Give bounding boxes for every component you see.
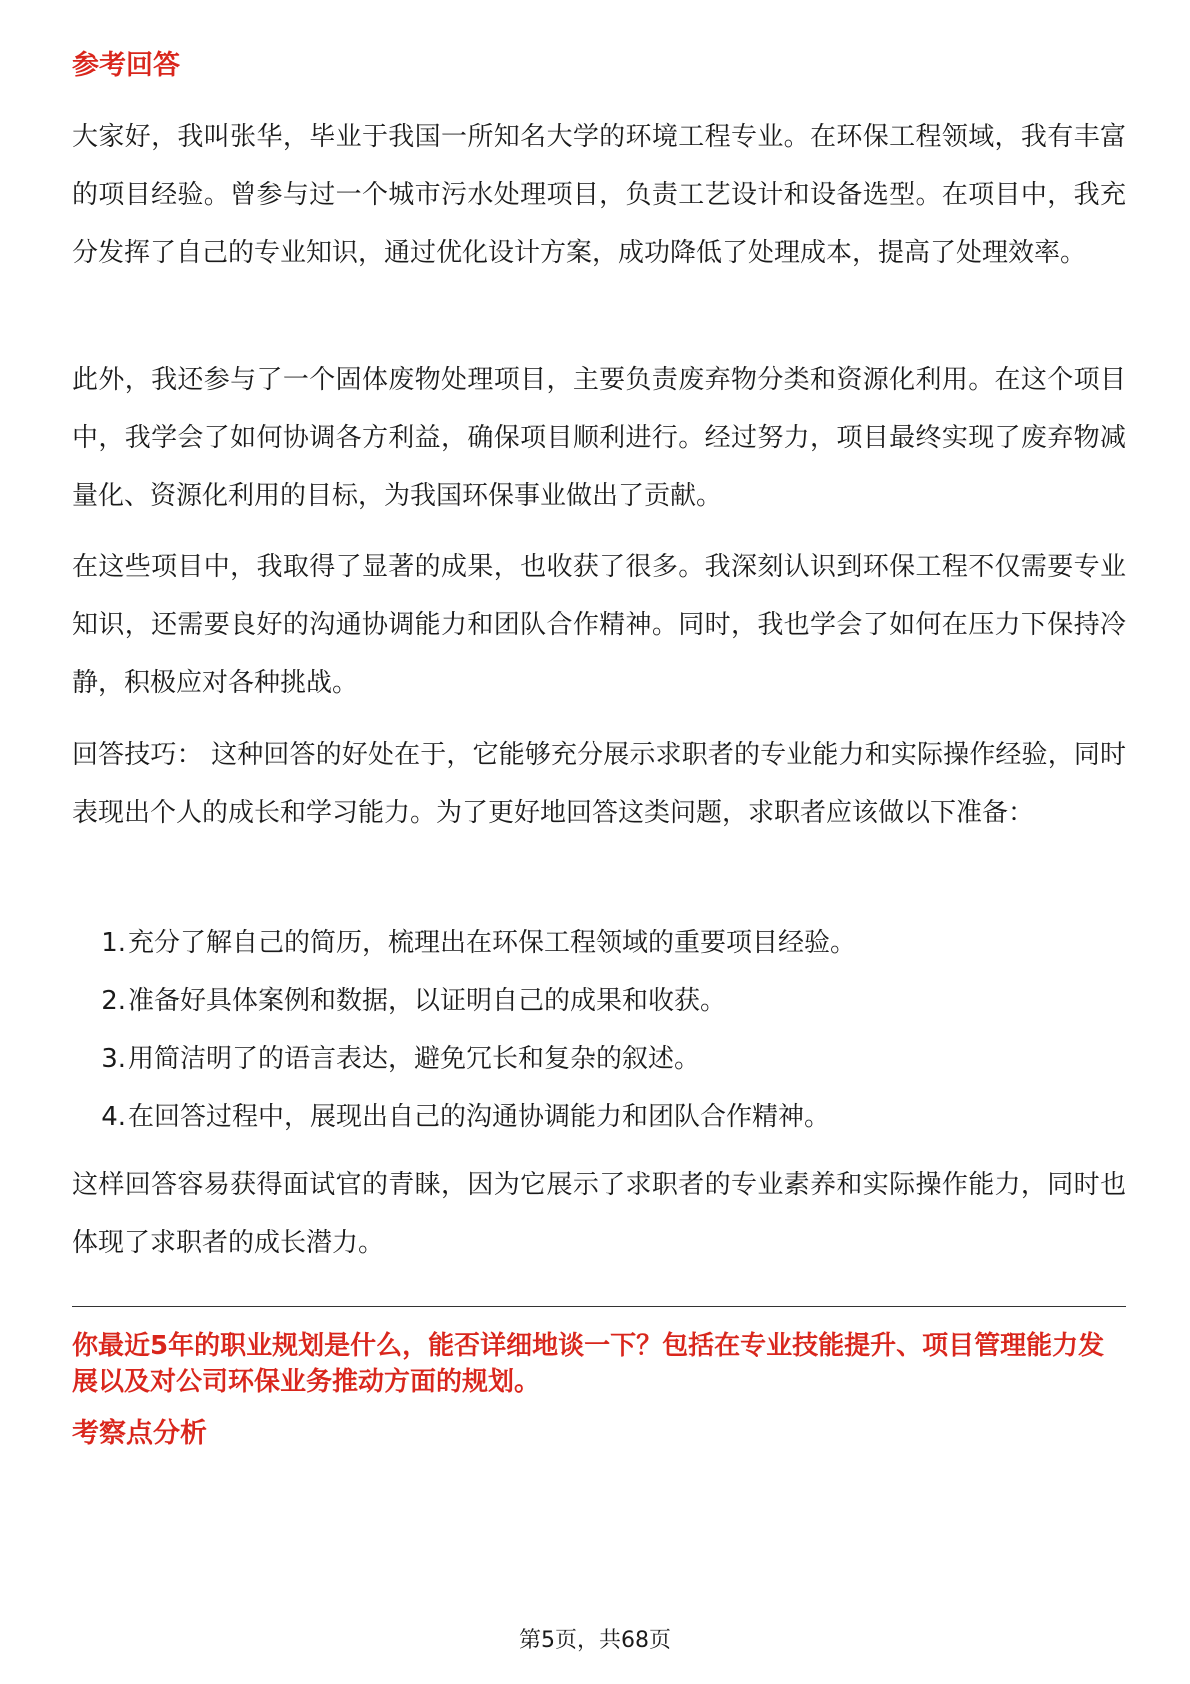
list-number: 3. <box>101 1044 126 1074</box>
answer-conclusion: 这样回答容易获得面试官的青睐，因为它展示了求职者的专业素养和实际操作能力，同时也体现了求职者的成长潜力。 <box>72 1170 1126 1258</box>
list-item <box>72 914 1126 972</box>
page-footer: 第5页，共68页 <box>519 1628 671 1653</box>
reference-answer-heading: 参考回答 <box>72 50 180 81</box>
list-item <box>72 1088 1126 1146</box>
tips-list <box>72 914 1126 1146</box>
list-text: 用简洁明了的语言表达，避免冗长和复杂的叙述。 <box>128 1044 701 1074</box>
list-text: 充分了解自己的简历，梳理出在环保工程领域的重要项目经验。 <box>128 928 857 958</box>
list-number: 1. <box>101 928 126 958</box>
list-text: 在回答过程中，展现出自己的沟通协调能力和团队合作精神。 <box>128 1102 831 1132</box>
answer-tips-intro: 回答技巧： 这种回答的好处在于，它能够充分展示求职者的专业能力和实际操作经验，同时表现出个人的成长和学习能力。为了更好地回答这类问题，求职者应该做以下准备： <box>72 740 1126 828</box>
answer-paragraph-1: 大家好，我叫张华，毕业于我国一所知名大学的环境工程专业。在环保工程领域，我有丰富的项目经验。曾参与过一个城市污水处理项目，负责工艺设计和设备选型。在项目中，我充分发挥了自己的专业知识，通过优化设计方案，成功降低了处理成本，提高了处理效率。 <box>72 122 1126 268</box>
list-number: 2. <box>101 986 126 1016</box>
list-item <box>72 972 1126 1030</box>
list-text: 准备好具体案例和数据，以证明自己的成果和收获。 <box>128 986 727 1016</box>
answer-paragraph-2: 此外，我还参与了一个固体废物处理项目，主要负责废弃物分类和资源化利用。在这个项目中，我学会了如何协调各方利益，确保项目顺利进行。经过努力，项目最终实现了废弃物减量化、资源化利用的目标，为我国环保事业做出了贡献。 <box>72 365 1126 511</box>
answer-paragraph-3: 在这些项目中，我取得了显著的成果，也收获了很多。我深刻认识到环保工程不仅需要专业知识，还需要良好的沟通协调能力和团队合作精神。同时，我也学会了如何在压力下保持冷静，积极应对各种挑战。 <box>72 552 1126 698</box>
list-item <box>72 1030 1126 1088</box>
analysis-heading: 考察点分析 <box>72 1418 207 1449</box>
list-number: 4. <box>101 1102 126 1132</box>
section-divider <box>72 1306 1126 1307</box>
next-question: 你最近5年的职业规划是什么，能否详细地谈一下？包括在专业技能提升、项目管理能力发展以及对公司环保业务推动方面的规划。 <box>72 1331 1105 1397</box>
